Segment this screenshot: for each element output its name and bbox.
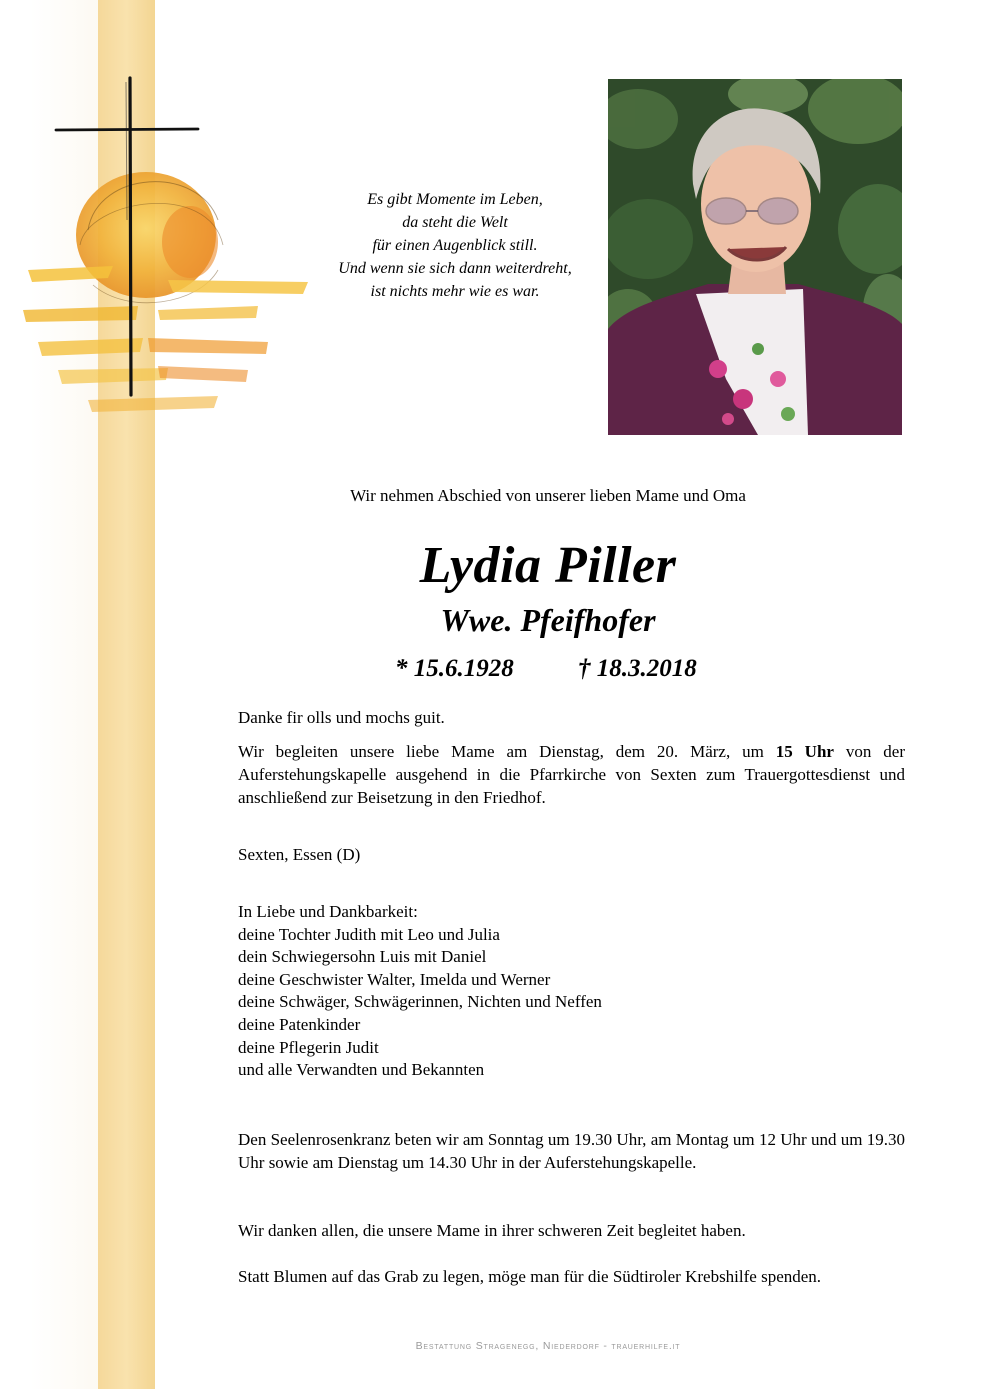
mourner-line: In Liebe und Dankbarkeit: (238, 902, 418, 921)
funeral-announcement (238, 740, 905, 809)
birth-date: * 15.6.1928 (395, 655, 514, 682)
funeral-text-before: Wir begleiten unsere liebe Mame am Dienstag, dem 20. März, um (238, 742, 776, 761)
widow-name: Wwe. Pfeifhofer (440, 602, 656, 638)
places: Sexten, Essen (D) (238, 845, 361, 864)
mourner-line: deine Schwäger, Schwägerinnen, Nichten und Neffen (238, 992, 602, 1012)
mourner-line: deine Patenkinder (238, 1014, 361, 1034)
quote-line: da steht die Welt (402, 214, 508, 231)
farewell-line: Wir nehmen Abschied von unserer lieben Mame und Oma (350, 486, 746, 505)
mourner-line: deine Pflegerin Judit (238, 1037, 379, 1057)
portrait-photo (608, 79, 902, 435)
life-dates (238, 655, 858, 689)
donation-request: Statt Blumen auf das Grab zu legen, möge man für die Südtiroler Krebshilfe spenden. (238, 1267, 822, 1286)
cross-sun-artwork (18, 70, 318, 430)
gratitude-note: Wir danken allen, die unsere Mame in ihrer schweren Zeit begleitet haben. (238, 1221, 746, 1240)
rosary-announcement: Den Seelenrosenkranz beten wir am Sonntag um 19.30 Uhr, am Montag um 12 Uhr und um 19.30 Uhr sowie am Dienstag um 14.30 Uhr in der Auferstehungskapelle. (238, 1130, 905, 1172)
mourners-list (238, 901, 905, 1082)
death-date: † 18.3.2018 (578, 655, 697, 682)
mourner-line: deine Geschwister Walter, Imelda und Werner (238, 969, 551, 989)
memorial-quote (310, 188, 600, 303)
deceased-name: Lydia Piller (419, 537, 677, 594)
funeral-time: 15 Uhr (775, 742, 834, 761)
undertaker-footer: Bestattung Stragenegg, Niederdorf - trauerhilfe.it (415, 1340, 681, 1352)
quote-line: Es gibt Momente im Leben, (367, 191, 543, 208)
quote-line: Und wenn sie sich dann weiterdreht, (338, 260, 572, 277)
quote-line: ist nichts mehr wie es war. (370, 283, 540, 300)
mourner-line: deine Tochter Judith mit Leo und Julia (238, 924, 500, 944)
quote-line: für einen Augenblick still. (372, 237, 538, 254)
funeral-text-after: von der Auferstehungskapelle ausgehend in die Pfarrkirche von Sexten zum Trauergottesdienst und anschließend zur Beisetzung in den Friedhof. (238, 742, 906, 807)
dialect-thanks: Danke fir olls und mochs guit. (238, 708, 445, 727)
mourner-line: und alle Verwandten und Bekannten (238, 1060, 485, 1080)
mourner-line: dein Schwiegersohn Luis mit Daniel (238, 947, 487, 967)
